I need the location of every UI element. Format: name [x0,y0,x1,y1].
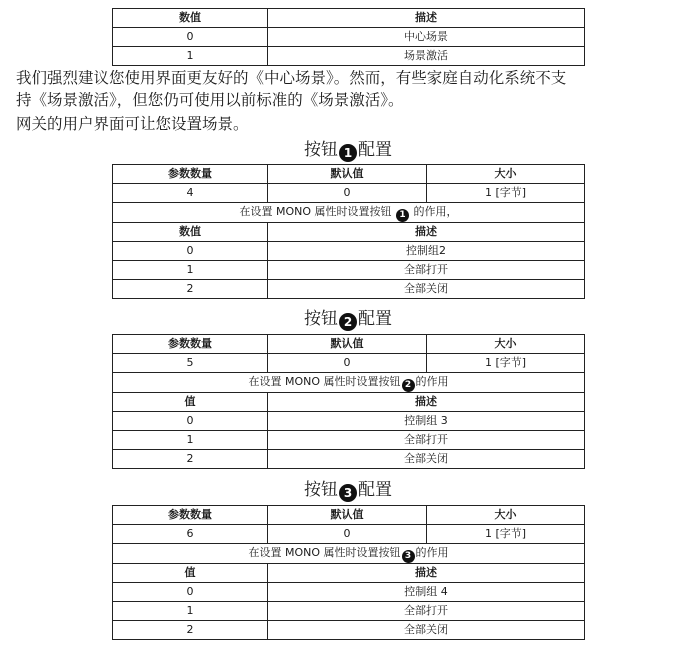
value-cell: 2 [113,450,268,469]
param-value-row [113,184,585,203]
title-prefix: 按钮 [304,140,338,160]
description-cell: 中心场景 [268,28,585,47]
value-cell: 1 [113,47,268,66]
scene-table [112,8,585,66]
section-3-title [112,478,584,502]
header-cell: 数值 [113,223,268,242]
param-number-cell: 4 [113,184,268,203]
value-cell: 1 [113,602,268,621]
value-cell: 2 [113,280,268,299]
circled-number-icon: 3 [339,484,357,502]
button-3-config-table [112,505,585,640]
param-header-row [113,506,585,525]
title-suffix: 配置 [358,309,392,329]
title-prefix: 按钮 [304,309,338,329]
title-suffix: 配置 [358,480,392,500]
header-cell: 大小 [427,506,585,525]
param-number-cell: 5 [113,354,268,373]
value-cell: 0 [113,242,268,261]
mono-prefix: 在设置 MONO 属性时设置按钮 [248,546,401,559]
section-2-title [112,307,584,331]
param-number-cell: 6 [113,525,268,544]
table-row [113,242,585,261]
mono-suffix: 的作用 [415,375,449,388]
value-header-row [113,223,585,242]
circled-number-icon: 2 [402,379,415,392]
value-cell: 1 [113,431,268,450]
button-1-config-table [112,164,585,299]
description-cell: 全部打开 [268,261,585,280]
size-cell: 1 [字节] [427,525,585,544]
paragraph-line-2: 持《场景激活》，但您仍可使用以前标准的《场景激活》。 [16,91,404,109]
default-value-cell: 0 [268,184,427,203]
mono-description-cell [113,544,585,564]
header-cell: 参数数量 [113,335,268,354]
circled-number-icon: 1 [396,209,409,222]
table-header-row [113,9,585,28]
description-cell: 全部关闭 [268,621,585,640]
header-cell: 参数数量 [113,506,268,525]
header-cell: 数值 [113,9,268,28]
table-row [113,431,585,450]
button-2-config-table [112,334,585,469]
header-cell: 描述 [268,223,585,242]
value-header-row [113,564,585,583]
title-suffix: 配置 [358,140,392,160]
size-cell: 1 [字节] [427,184,585,203]
header-cell: 默认值 [268,335,427,354]
size-cell: 1 [字节] [427,354,585,373]
paragraph-line-1: 我们强烈建议您使用界面更友好的《中心场景》。然而，有些家庭自动化系统不支 [16,69,567,87]
header-cell: 描述 [268,9,585,28]
header-cell: 大小 [427,165,585,184]
mono-description-row [113,544,585,564]
circled-number-icon: 1 [339,144,357,162]
description-cell: 控制组 4 [268,583,585,602]
value-cell: 0 [113,412,268,431]
mono-description-row [113,373,585,393]
header-cell: 大小 [427,335,585,354]
header-cell: 默认值 [268,506,427,525]
mono-description-cell [113,373,585,393]
description-cell: 控制组 3 [268,412,585,431]
title-prefix: 按钮 [304,480,338,500]
mono-description-row [113,203,585,223]
param-value-row [113,525,585,544]
description-cell: 全部打开 [268,602,585,621]
description-cell: 控制组2 [268,242,585,261]
paragraph-line-3: 网关的用户界面可让您设置场景。 [16,115,249,133]
default-value-cell: 0 [268,525,427,544]
value-cell: 0 [113,28,268,47]
mono-suffix: 的作用 [415,546,449,559]
header-cell: 描述 [268,564,585,583]
description-cell: 全部关闭 [268,450,585,469]
table-row [113,583,585,602]
table-row [113,280,585,299]
table-row [113,261,585,280]
param-value-row [113,354,585,373]
header-cell: 参数数量 [113,165,268,184]
circled-number-icon: 3 [402,550,415,563]
description-cell: 场景激活 [268,47,585,66]
default-value-cell: 0 [268,354,427,373]
value-cell: 2 [113,621,268,640]
mono-suffix: 的作用， [413,205,458,218]
description-cell: 全部关闭 [268,280,585,299]
description-cell: 全部打开 [268,431,585,450]
mono-description-cell [113,203,585,223]
mono-prefix: 在设置 MONO 属性时设置按钮 [248,375,401,388]
section-1-title [112,138,584,162]
table-row [113,47,585,66]
table-row [113,621,585,640]
table-row [113,450,585,469]
header-cell: 描述 [268,393,585,412]
value-header-row [113,393,585,412]
header-cell: 值 [113,564,268,583]
param-header-row [113,335,585,354]
table-row [113,602,585,621]
param-header-row [113,165,585,184]
header-cell: 默认值 [268,165,427,184]
value-cell: 1 [113,261,268,280]
table-row [113,412,585,431]
table-row [113,28,585,47]
mono-prefix: 在设置 MONO 属性时设置按钮 [239,205,392,218]
circled-number-icon: 2 [339,313,357,331]
header-cell: 值 [113,393,268,412]
value-cell: 0 [113,583,268,602]
